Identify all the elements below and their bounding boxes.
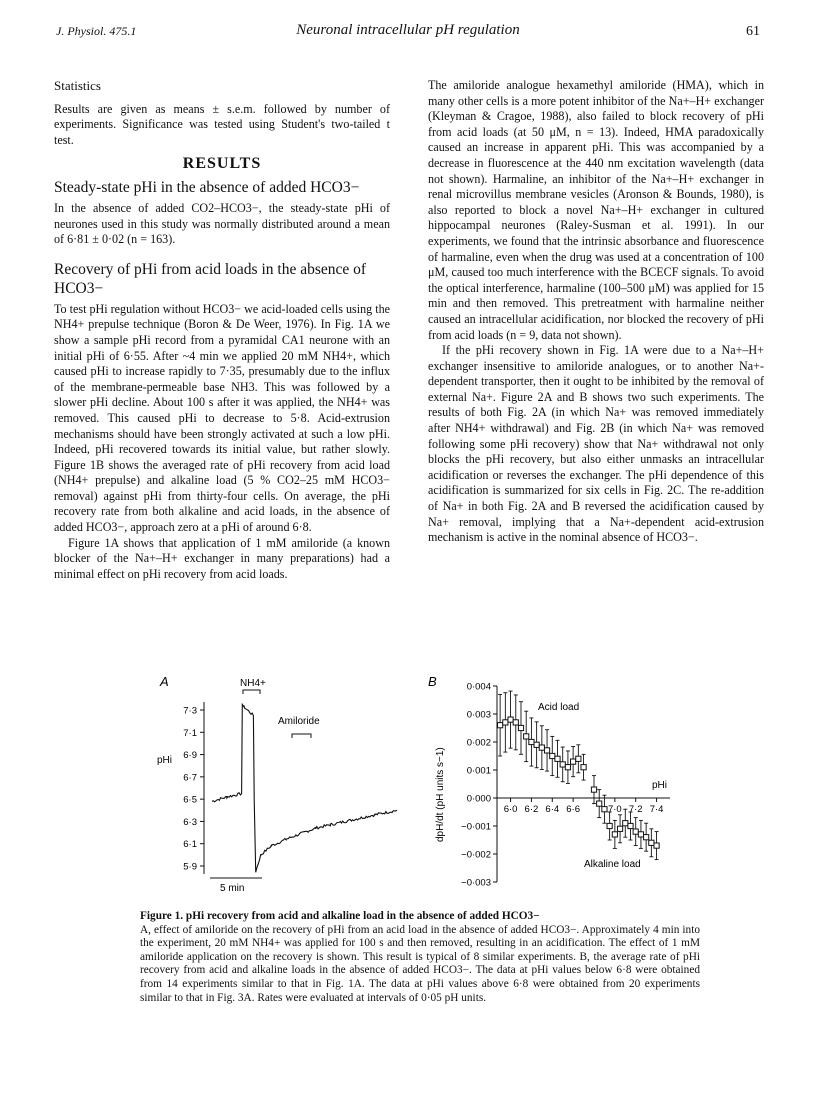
journal-reference: J. Physiol. 475.1 bbox=[56, 24, 137, 38]
time-scale-label: 5 min bbox=[220, 883, 245, 894]
acid-load-point bbox=[498, 723, 503, 728]
acid-load-label: Acid load bbox=[538, 702, 580, 713]
alkaline-load-point bbox=[607, 823, 612, 828]
acid-load-point bbox=[555, 756, 560, 761]
panel-a-y-tick-label: 5·9 bbox=[183, 861, 197, 873]
acid-load-point bbox=[524, 734, 529, 739]
statistics-heading: Statistics bbox=[54, 78, 101, 93]
panel-b-y-tick-label: −0·002 bbox=[461, 849, 491, 861]
statistics-text: Results are given as means ± s.e.m. followed by number of experiments. Significance was tested using Student's two-tailed t test. bbox=[54, 101, 390, 147]
panel-a bbox=[157, 674, 397, 894]
panel-b-y-tick-label: −0·003 bbox=[461, 877, 491, 889]
nh4-label: NH4+ bbox=[240, 678, 266, 689]
panel-a-y-tick-label: 7·3 bbox=[183, 705, 197, 717]
right-column bbox=[428, 78, 764, 546]
acid-load-point bbox=[539, 745, 544, 750]
results-heading: RESULTS bbox=[182, 155, 262, 173]
panel-a-label: A bbox=[160, 674, 169, 689]
acid-load-point bbox=[544, 748, 549, 753]
alkaline-load-point bbox=[591, 787, 596, 792]
panel-b-y-ticks bbox=[461, 682, 497, 889]
acid-load-point bbox=[576, 756, 581, 761]
panel-a-y-tick-label: 6·1 bbox=[183, 839, 197, 851]
caption-text: A, effect of amiloride on the recovery of pHi from an acid load in the absence of added HCO3−. Approximately 4 min into the experiment, 20 mM NH4+ was applied for 100 s and then removed, resulting in an acidification. The effect of 1 mM amiloride application on the recovery is shown. This result is typical of 8 similar experiments. B, the average rate of pHi recovery from acid and alkaline loads in the absence of added HCO3−. The data at pHi values below 6·8 were obtained from 14 experiments similar to that in Fig. 1A. The data at pHi values above 6·8 were obtained from 20 experiments similar to that in Fig. 3A. Rates were evaluated at intervals of 0·05 pH units. bbox=[140, 923, 700, 1004]
acid-load-point bbox=[571, 759, 576, 764]
alkaline-load-point bbox=[612, 832, 617, 837]
alkaline-load-point bbox=[644, 835, 649, 840]
alkaline-load-point bbox=[649, 840, 654, 845]
alkaline-load-point bbox=[602, 807, 607, 812]
nh4-bar bbox=[243, 690, 260, 694]
panel-b-x-tick-label: 6·2 bbox=[524, 804, 539, 815]
panel-b-x-tick-label: 7·0 bbox=[607, 804, 622, 815]
right-paragraph-2: If the pHi recovery shown in Fig. 1A were due to a Na+–H+ exchanger insensitive to amiloride analogues, or to another Na+-dependent transporter, then it ought to be inhibited by the removal of external Na+. Figure 2A and B shows two such experiments. The results of both Fig. 2A (in which Na+ was removed immediately after NH4+ withdrawal) and Fig. 2B (in which Na+ was removed following some pHi recovery) show that Na+ withdrawal not only blocks the pHi recovery, but also either unmasks an intracellular acidification or reverses the exchanger. The pHi dependence of this acidification is summarized for six cells in Fig. 2C. The re-addition of Na+ in both Fig. 2A and B reversed the acidification caused by Na+ removal, implying that a Na+-dependent acid-extrusion mechanism is active in the nominal absence of HCO3−. bbox=[428, 343, 764, 545]
panel-b-y-tick-label: 0·002 bbox=[466, 737, 491, 749]
alkaline-load-point bbox=[633, 829, 638, 834]
alkaline-load-point bbox=[628, 823, 633, 828]
section2-title: Recovery of pHi from acid loads in the absence of HCO3− bbox=[54, 260, 367, 297]
alkaline-load-point bbox=[597, 801, 602, 806]
panel-b-y-tick-label: 0·000 bbox=[466, 793, 491, 805]
panel-b-x-tick-label: 6·0 bbox=[503, 804, 518, 815]
panel-b-y-tick-label: 0·003 bbox=[466, 709, 491, 721]
alkaline-load-point bbox=[654, 843, 659, 848]
panel-a-y-tick-label: 6·5 bbox=[183, 794, 197, 806]
section1-title: Steady-state pHi in the absence of added HCO3− bbox=[54, 178, 360, 196]
panel-a-y-label: pHi bbox=[157, 755, 173, 766]
figure-1 bbox=[0, 672, 816, 902]
panel-b-x-label: pHi bbox=[652, 780, 668, 791]
panel-a-y-tick-label: 6·7 bbox=[183, 772, 197, 784]
figure-caption bbox=[140, 910, 700, 1005]
right-paragraph-1: The amiloride analogue hexamethyl amiloride (HMA), which in many other cells is a more potent inhibitor of the Na+–H+ exchanger (Kleyman & Cragoe, 1988), also failed to block recovery of pHi from acid loads (at 50 μM, n = 13). Indeed, HMA paradoxically caused an increase in apparent pHi. This was accompanied by a decrease in fluorescence at the 440 nm excitation wavelength (data not shown). Harmaline, an inhibitor of the Na+–H+ exchanger in renal microvillus membrane vesicles (Aronson & Bounds, 1980), is also reported to block a novel Na+–H+ exchanger in cultured hippocampal neurones (Raley-Susman et al. 1991). In our experiments, we found that the intrinsic absorbance and fluorescence of harmaline, even when the drug was used at a concentration of 100 μM, caused too much interference with the BCECF signals. To avoid the optical interference, harmaline (100–500 μM) was applied for 15 min and then removed. This pretreatment with harmaline neither caused an intracellular acidification, nor blocked the recovery of pHi from acid loads (n = 9, data not shown). bbox=[428, 78, 764, 342]
panel-b-x-tick-label: 7·2 bbox=[628, 804, 643, 815]
acid-load-point bbox=[560, 762, 565, 767]
panel-a-y-tick-label: 7·1 bbox=[183, 727, 197, 739]
section1-text: In the absence of added CO2–HCO3−, the steady-state pHi of neurones used in this study was normally distributed around a mean of 6·81 ± 0·02 (n = 163). bbox=[54, 200, 390, 247]
panel-b-x-tick-label: 7·4 bbox=[649, 804, 664, 815]
panel-a-y-tick-label: 6·9 bbox=[183, 750, 197, 762]
panel-b-x-ticks bbox=[504, 798, 664, 815]
acid-load-point bbox=[550, 753, 555, 758]
acid-load-point bbox=[513, 720, 518, 725]
section2-paragraph-2: Figure 1A shows that application of 1 mM amiloride (a known blocker of the Na+–H+ exchanger in many preparations) had a minimal effect on pHi recovery from acid loads. bbox=[54, 535, 390, 581]
acid-load-point bbox=[534, 742, 539, 747]
section2-paragraph-1: To test pHi regulation without HCO3− we acid-loaded cells using the NH4+ prepulse technique (Boron & De Weer, 1976). In Fig. 1A we show a sample pHi record from a pyramidal CA1 neurone with an initial pHi of 6·55. After ~4 min we applied 20 mM NH4+, which caused pHi to increase rapidly to 7·35, presumably due to the influx of the membrane-permeable base NH3. This was followed by a slower pHi decline. About 100 s after it was applied, the NH4+ was removed. This caused pHi to decrease to 5·8. Acid-extrusion mechanisms should have been strongly activated at such a low pHi. Indeed, pHi recovered towards its initial value, but rather slowly. Figure 1B shows the averaged rate of pHi recovery from acid load (NH4+ prepulse) and alkaline load (5 % CO2–25 mM HCO3− removal) against pHi from thirty-four cells. On average, the pHi recovery rate from both alkaline and acid loads, in the absence of added HCO3−, approach zero at a pHi of around 6·8. bbox=[54, 301, 390, 535]
running-title: Neuronal intracellular pH regulation bbox=[296, 22, 520, 38]
alkaline-load-point bbox=[638, 832, 643, 837]
panel-b-x-tick-label: 6·6 bbox=[566, 804, 581, 815]
panel-a-y-tick-label: 6·3 bbox=[183, 816, 197, 828]
panel-b-y-label: dpH/dt (pH units s−1) bbox=[435, 747, 446, 842]
caption-title: Figure 1. pHi recovery from acid and alkaline load in the absence of added HCO3− bbox=[140, 910, 540, 922]
alkaline-load-point bbox=[617, 826, 622, 831]
acid-load-point bbox=[565, 765, 570, 770]
amiloride-bar bbox=[292, 734, 311, 738]
panel-a-y-ticks bbox=[183, 706, 204, 873]
page-number: 61 bbox=[746, 24, 760, 39]
acid-load-point bbox=[529, 739, 534, 744]
alkaline-load-label: Alkaline load bbox=[584, 859, 641, 870]
panel-b-label: B bbox=[428, 674, 437, 689]
panel-b-y-tick-label: −0·001 bbox=[461, 821, 491, 833]
panel-b-points bbox=[498, 691, 660, 860]
acid-load-point bbox=[518, 725, 523, 730]
panel-b-x-tick-label: 6·4 bbox=[545, 804, 560, 815]
acid-load-point bbox=[581, 765, 586, 770]
alkaline-load-point bbox=[623, 821, 628, 826]
acid-load-point bbox=[503, 720, 508, 725]
panel-b-y-tick-label: 0·004 bbox=[466, 681, 491, 693]
panel-b bbox=[428, 674, 670, 889]
left-column bbox=[54, 78, 390, 582]
acid-load-point bbox=[508, 717, 513, 722]
amiloride-label: Amiloride bbox=[278, 716, 320, 727]
panel-a-trace bbox=[212, 704, 397, 872]
panel-b-y-tick-label: 0·001 bbox=[466, 765, 491, 777]
